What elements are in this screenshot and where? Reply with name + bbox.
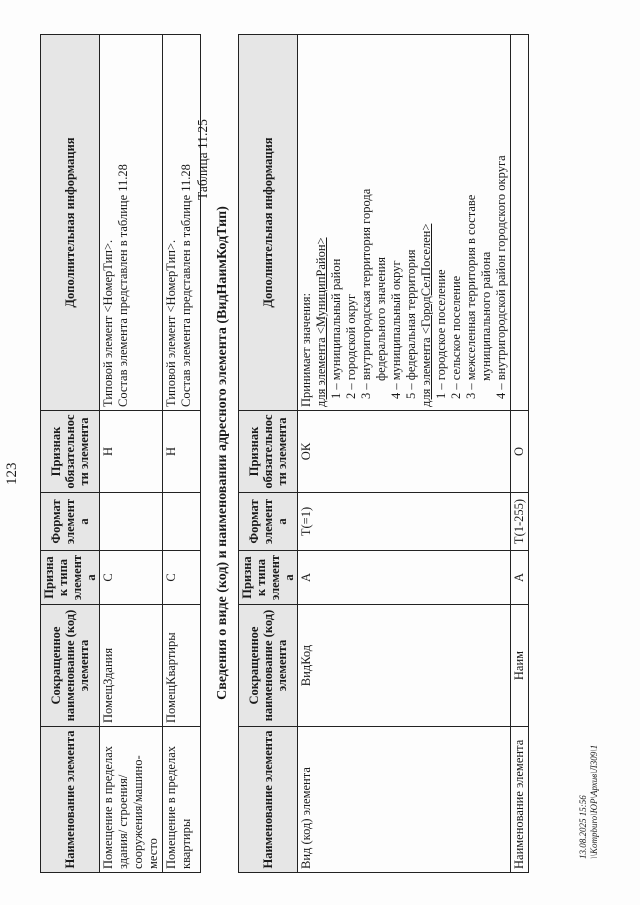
cell-code: ВидКод: [298, 605, 511, 727]
info-value: 3 – внутригородская территория города: [359, 188, 373, 399]
column-header: Наименование элемента: [41, 727, 100, 873]
table-lower: [238, 34, 529, 873]
table-title: Сведения о виде (код) и наименовании адресного элемента (ВидНаимКодТип): [215, 206, 230, 700]
cell-name: Вид (код) элемента: [298, 727, 511, 873]
cell-code: Наим: [511, 605, 529, 727]
table-row: [100, 35, 163, 873]
stamp-path: \\Kompburo\ЮР\Архив\Л309\1: [589, 744, 599, 859]
info-line: Состав элемента представлен в таблице 11.28: [179, 164, 193, 407]
info-intro: Принимает значения:: [299, 293, 313, 407]
print-stamp: [578, 745, 600, 859]
cell-type: А: [298, 551, 511, 605]
info-value: федерального значения: [374, 256, 388, 381]
column-header: Признак типа элемента: [239, 551, 298, 605]
cell-format: [163, 493, 201, 551]
column-header: Формат элемента: [239, 493, 298, 551]
info-value: 2 – сельское поселение: [449, 275, 463, 399]
info-value: 3 – межселенная территория в составе: [464, 194, 478, 399]
table-row: [298, 35, 511, 873]
table-header-row: [239, 35, 298, 873]
info-line: Типовой элемент <НомерТип>.: [101, 239, 115, 407]
info-line: Состав элемента представлен в таблице 11.28: [116, 164, 130, 407]
cell-name: Наименование элемента: [511, 727, 529, 873]
column-header: Сокращенное наименование (код) элемента: [41, 605, 100, 727]
cell-name: Помещение в пределах квартиры: [163, 727, 201, 873]
cell-required: ОК: [298, 411, 511, 493]
cell-required: О: [511, 411, 529, 493]
cell-code: ПомещКвартиры: [163, 605, 201, 727]
cell-type: А: [511, 551, 529, 605]
column-header: Признак обязательности элемента: [239, 411, 298, 493]
table-number-label: Таблица 11.25: [195, 119, 210, 200]
page-number: 123: [4, 462, 20, 485]
column-header: Формат элемента: [41, 493, 100, 551]
info-value: 4 – внутригородской район городского округа: [494, 155, 508, 399]
info-value: 4 – муниципальный округ: [389, 260, 403, 399]
cell-info: [100, 35, 163, 411]
cell-format: [100, 493, 163, 551]
info-value: 1 – муниципальный район: [329, 258, 343, 399]
table-upper: [40, 34, 201, 873]
cell-type: С: [163, 551, 201, 605]
info-group-heading: для элемента <МуниципРайон>: [314, 237, 328, 407]
cell-info: [298, 35, 511, 411]
info-group-heading: для элемента <ГородСелПоселен>: [419, 223, 433, 407]
info-value: 1 – городское поселение: [434, 269, 448, 399]
column-header: Признак типа элемента: [41, 551, 100, 605]
cell-code: ПомещЗдания: [100, 605, 163, 727]
info-line: Типовой элемент <НомерТип>.: [164, 239, 178, 407]
column-header: Сокращенное наименование (код) элемента: [239, 605, 298, 727]
cell-info: [511, 35, 529, 411]
cell-format: T(1-255): [511, 493, 529, 551]
cell-info: [163, 35, 201, 411]
info-value: 2 – городской округ: [344, 293, 358, 399]
cell-required: Н: [163, 411, 201, 493]
cell-format: T(=1): [298, 493, 511, 551]
table-row: [511, 35, 529, 873]
column-header: Дополнительная информация: [41, 35, 100, 411]
column-header: Наименование элемента: [239, 727, 298, 873]
cell-required: Н: [100, 411, 163, 493]
info-value: 5 – федеральная территория: [404, 249, 418, 399]
cell-type: С: [100, 551, 163, 605]
table-header-row: [41, 35, 100, 873]
stamp-date: 13.08.2025 15:56: [578, 795, 588, 859]
info-value: муниципального района: [479, 251, 493, 381]
cell-name: Помещение в пределах здания/ строения/сооружения/машино-место: [100, 727, 163, 873]
column-header: Дополнительная информация: [239, 35, 298, 411]
column-header: Признак обязательности элемента: [41, 411, 100, 493]
